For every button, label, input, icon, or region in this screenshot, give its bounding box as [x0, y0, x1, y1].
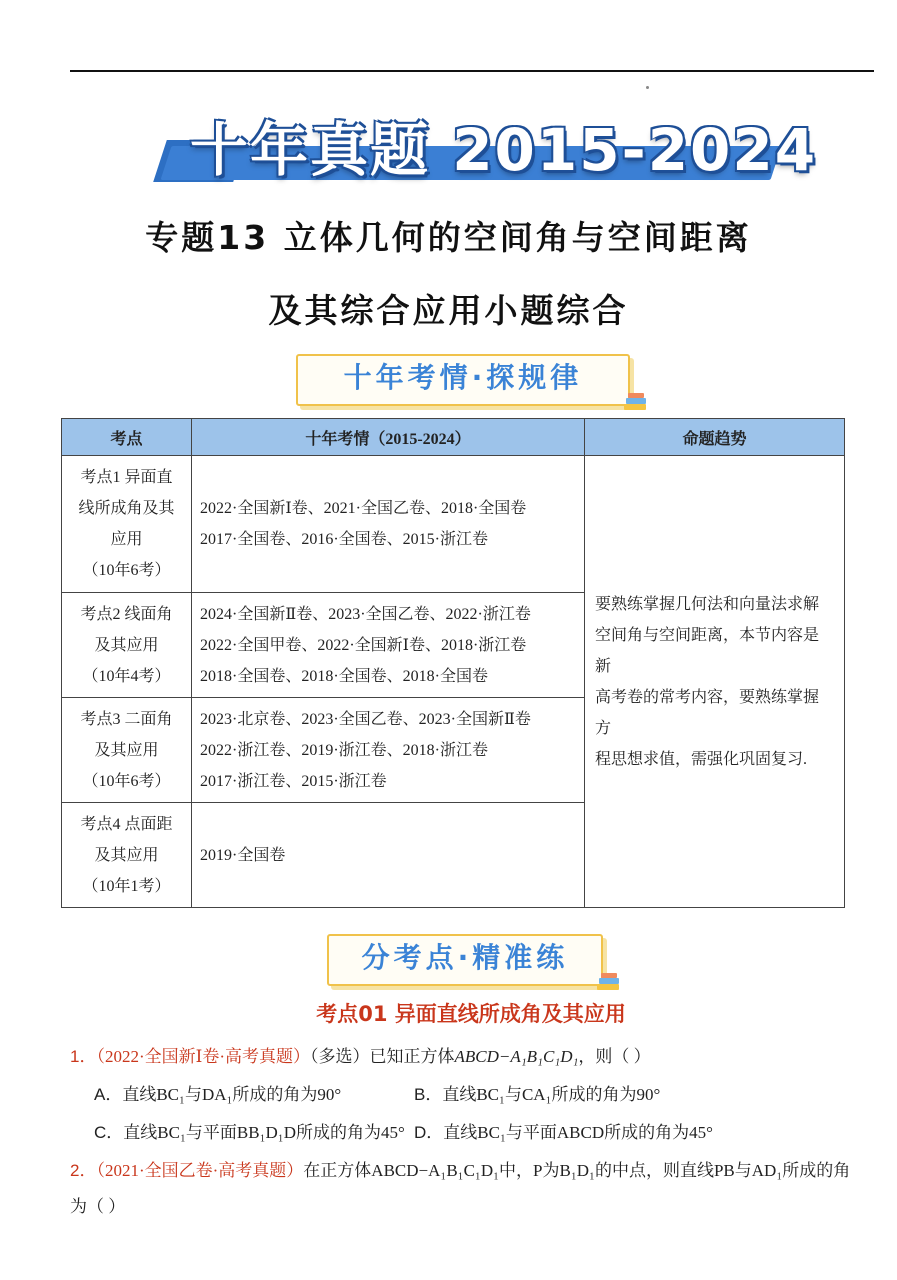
exams-cell: 2024·全国新Ⅱ卷、2023·全国乙卷、2022·浙江卷 2022·全国甲卷、2022·全国新Ⅰ卷、2018·浙江卷 2018·全国卷、2018·全国卷、2018·全国卷	[192, 593, 585, 698]
question-number: 2．	[70, 1161, 97, 1180]
header-trend: 命题趋势	[585, 419, 845, 456]
question-2-continued: 为（ ）	[70, 1197, 126, 1216]
section-pill-exam-trends: 十年考情·探规律	[296, 354, 630, 406]
topic-title-line1: 专题13 立体几何的空间角与空间距离	[145, 218, 752, 257]
point-cell: 考点3 二面角 及其应用 （10年6考）	[62, 698, 192, 803]
question-1	[70, 1040, 651, 1074]
table-row	[62, 456, 845, 593]
option-d: D．直线BC₁与平面ABCD所成的角为45°	[414, 1123, 713, 1142]
header-point: 考点	[62, 419, 192, 456]
solid-name: ABCD−A₁B₁C₁D₁	[454, 1047, 579, 1066]
point-cell: 考点4 点面距 及其应用 （10年1考）	[62, 803, 192, 908]
option-a: A．直线BC₁与DA₁所成的角为90°	[94, 1085, 342, 1104]
question-2	[70, 1154, 850, 1188]
scan-dot	[646, 86, 649, 89]
question-stem: （多选）已知正方体	[310, 1047, 455, 1066]
exams-cell: 2023·北京卷、2023·全国乙卷、2023·全国新Ⅱ卷 2022·浙江卷、2019·浙江卷、2018·浙江卷 2017·浙江卷、2015·浙江卷	[192, 698, 585, 803]
exams-cell: 2022·全国新Ⅰ卷、2021·全国乙卷、2018·全国卷 2017·全国卷、2016·全国卷、2015·浙江卷	[192, 456, 585, 593]
title-banner	[160, 112, 818, 188]
book-stack-icon	[595, 972, 623, 992]
exams-cell: 2019·全国卷	[192, 803, 585, 908]
banner-text: 十年真题 2015-2024	[190, 116, 818, 184]
question-source: （2022·全国新Ⅰ卷·高考真题）	[96, 1047, 311, 1066]
option-c: C．直线BC₁与平面BB₁D₁D所成的角为45°	[94, 1123, 405, 1142]
point-cell: 考点1 异面直 线所成角及其 应用 （10年6考）	[62, 456, 192, 593]
point-cell: 考点2 线面角 及其应用 （10年4考）	[62, 593, 192, 698]
book-stack-icon	[622, 392, 650, 412]
top-rule	[70, 70, 874, 72]
topic-title-line2: 及其综合应用小题综合	[268, 291, 629, 330]
header-exams: 十年考情（2015-2024）	[192, 419, 585, 456]
section-title: 考点01 异面直线所成角及其应用	[316, 1002, 626, 1026]
section-pill-practice: 分考点·精准练	[327, 934, 603, 986]
question-source: （2021·全国乙卷·高考真题）	[96, 1161, 304, 1180]
question-stem: 在正方体ABCD−A₁B₁C₁D₁中，P为B₁D₁的中点，则直线PB与AD₁所成的角	[303, 1161, 851, 1180]
option-b: B．直线BC₁与CA₁所成的角为90°	[414, 1085, 661, 1104]
question-stem-end: ，则（ ）	[578, 1047, 651, 1066]
exam-overview-table	[61, 418, 845, 908]
question-number: 1．	[70, 1047, 97, 1066]
trend-cell: 要熟练掌握几何法和向量法求解 空间角与空间距离，本节内容是新 高考卷的常考内容，要熟练掌握方 程思想求值，需强化巩固复习.	[585, 456, 845, 908]
